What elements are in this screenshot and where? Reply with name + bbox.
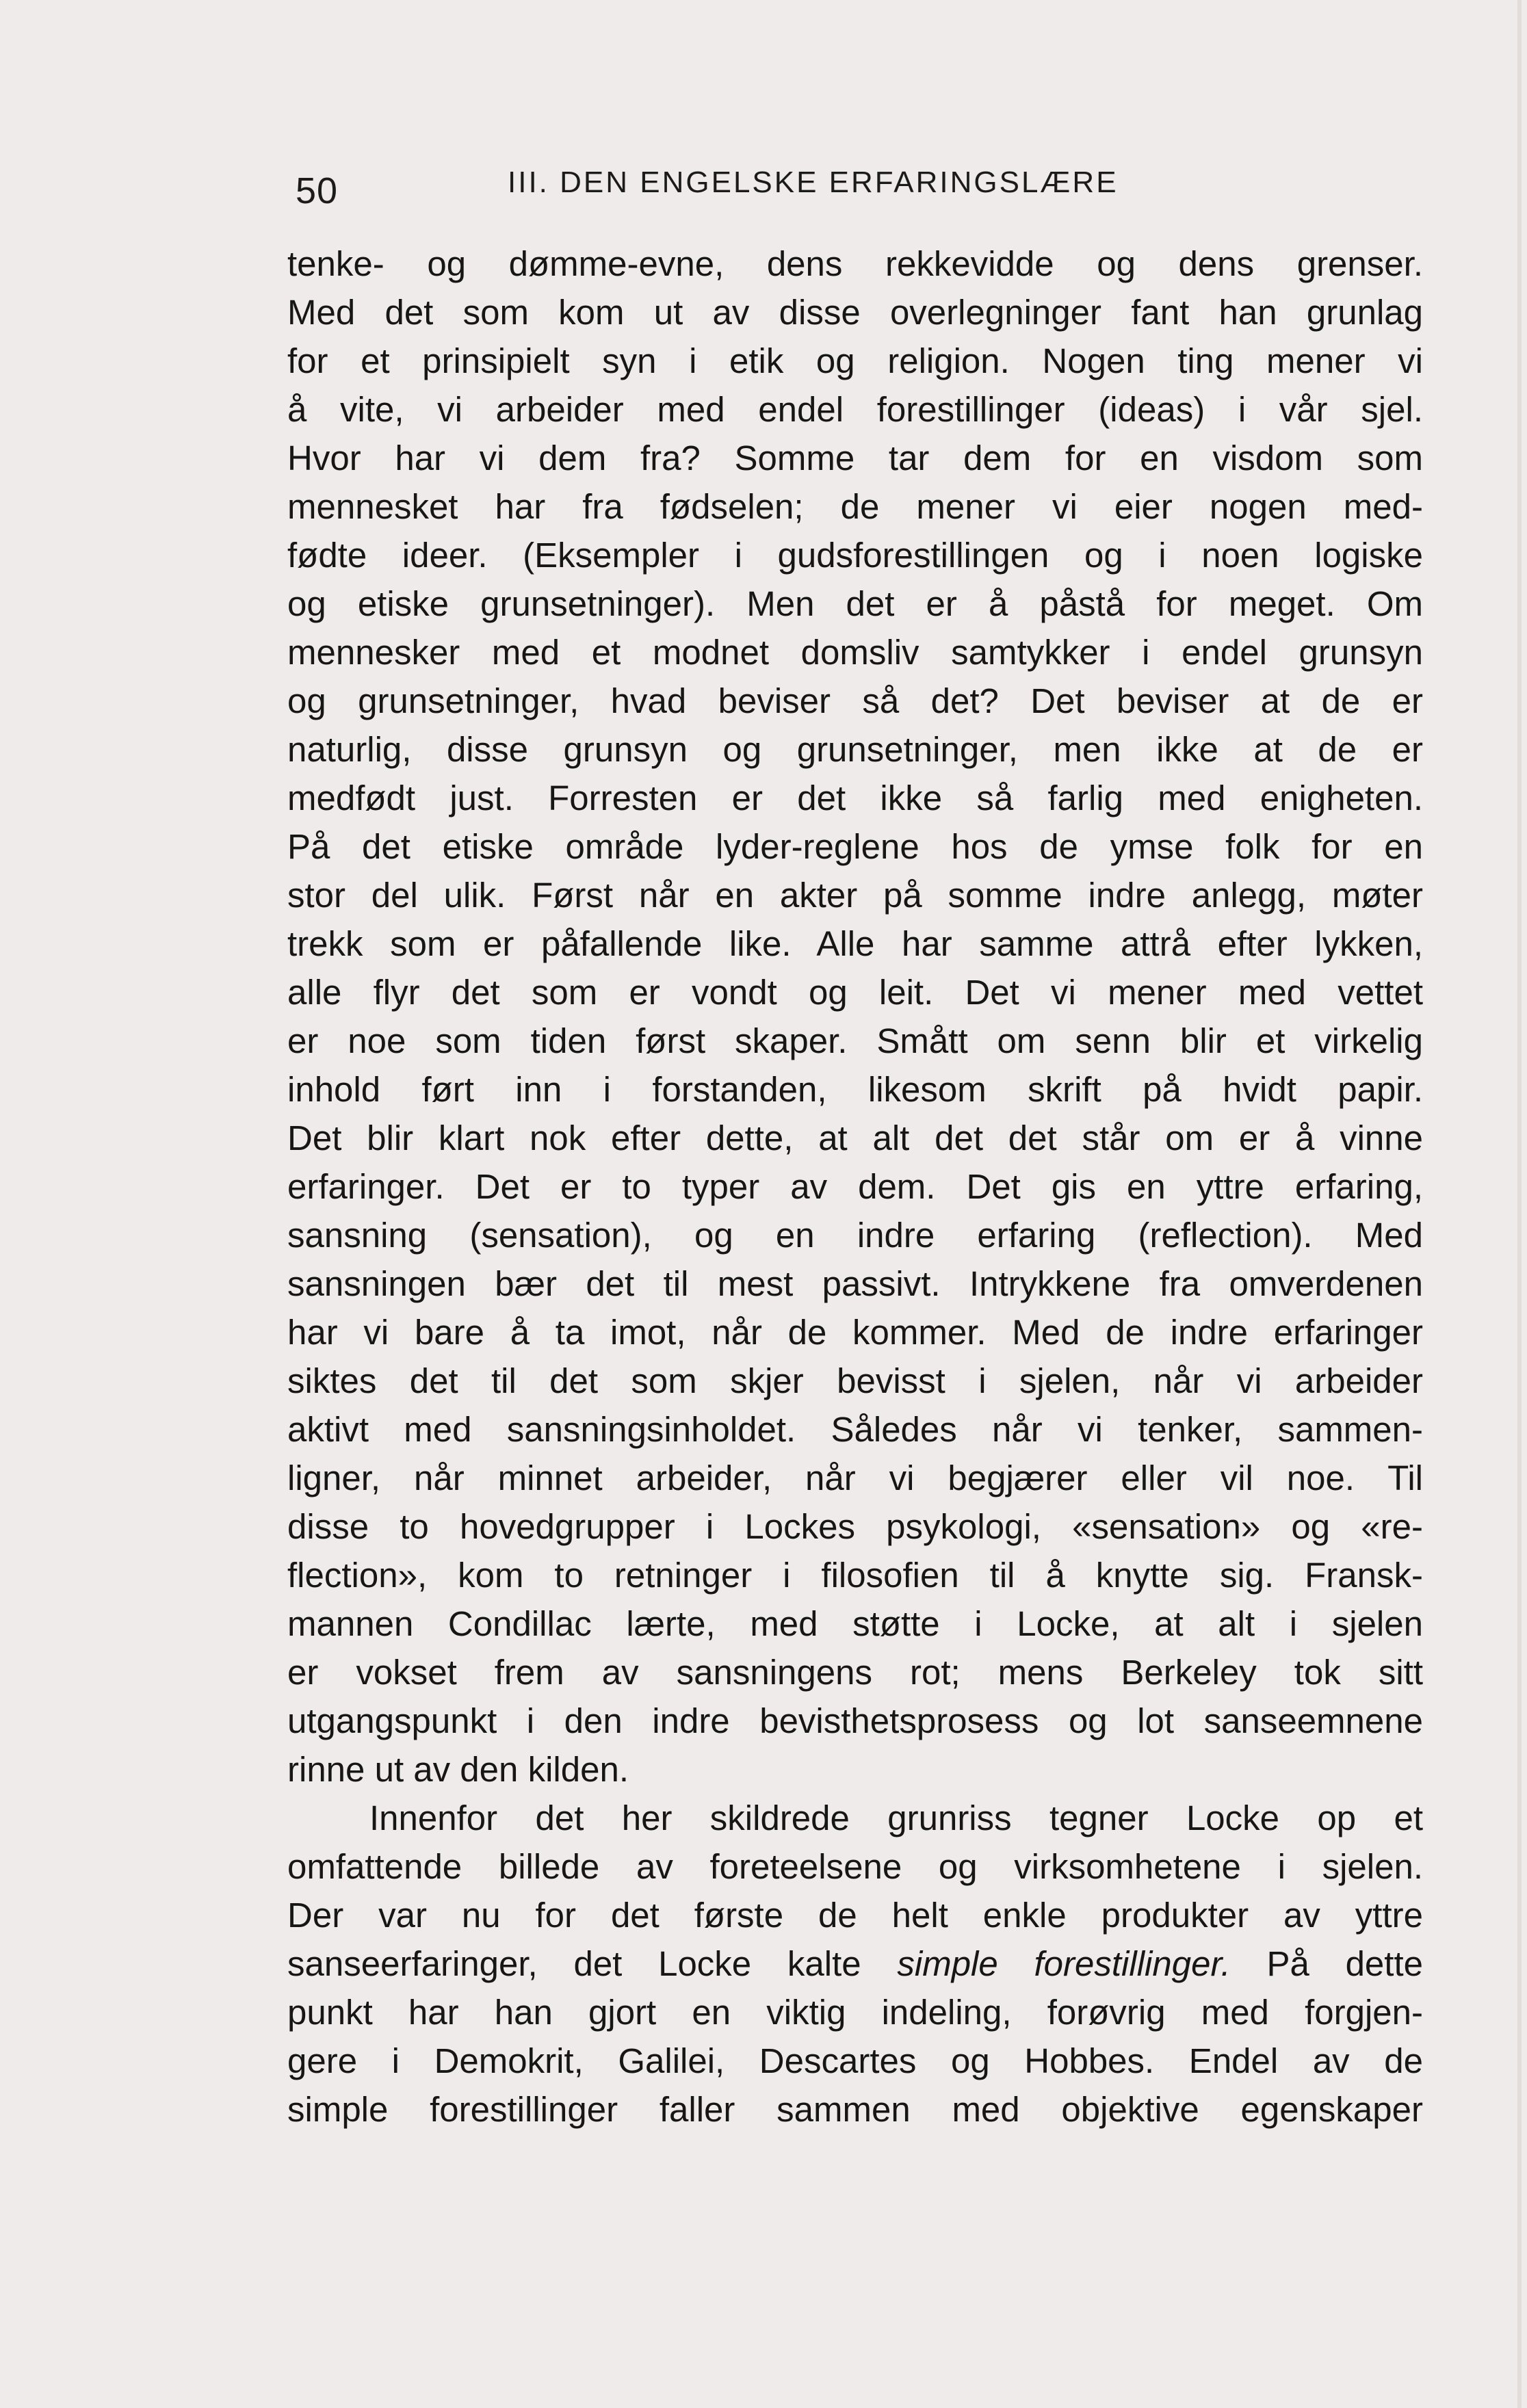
text-line: trekk som er påfallende like. Alle har samme attrå efter lykken, (287, 924, 1423, 963)
text-line: gere i Demokrit, Galilei, Descartes og Hobbes. Endel av de (287, 2041, 1423, 2080)
text-segment: På dette (1266, 1944, 1423, 1983)
text-line: stor del ulik. Først når en akter på somme indre anlegg, møter (287, 876, 1423, 915)
emphasized-term: simple forestillinger. (897, 1944, 1231, 1983)
text-line: Med det som kom ut av disse overlegninger fant han grunlag (287, 293, 1423, 332)
text-line: og etiske grunsetninger). Men det er å påstå for meget. Om (287, 584, 1423, 623)
text-line: alle flyr det som er vondt og leit. Det vi mener med vettet (287, 973, 1423, 1012)
text-line: for et prinsipielt syn i etik og religion. Nogen ting mener vi (287, 341, 1423, 380)
text-line: siktes det til det som skjer bevisst i sjelen, når vi arbeider (287, 1361, 1423, 1400)
text-line: erfaringer. Det er to typer av dem. Det gis en yttre erfaring, (287, 1167, 1423, 1206)
text-line: Der var nu for det første de helt enkle produkter av yttre (287, 1896, 1423, 1935)
text-line: er vokset frem av sansningens rot; mens Berkeley tok sitt (287, 1653, 1423, 1692)
page-edge-shade (1517, 0, 1522, 2408)
text-line: naturlig, disse grunsyn og grunsetninger, men ikke at de er (287, 730, 1423, 769)
text-line: rinne ut av den kilden. (287, 1750, 629, 1789)
text-line: omfattende billede av foreteelsene og virksomhetene i sjelen. (287, 1847, 1423, 1886)
paragraph-2 (287, 1794, 1423, 2134)
text-segment: sanseerfaringer, det Locke kalte (287, 1944, 861, 1983)
text-line: Hvor har vi dem fra? Somme tar dem for en visdom som (287, 439, 1423, 477)
text-line: medfødt just. Forresten er det ikke så farlig med enigheten. (287, 778, 1423, 817)
text-line: På det etiske område lyder-reglene hos de ymse folk for en (287, 827, 1423, 866)
paragraph-1 (287, 239, 1423, 1794)
text-line: har vi bare å ta imot, når de kommer. Med de indre erfaringer (287, 1313, 1423, 1352)
text-line: ligner, når minnet arbeider, når vi begjærer eller vil noe. Til (287, 1458, 1423, 1497)
text-line: er noe som tiden først skaper. Smått om senn blir et virkelig (287, 1021, 1423, 1060)
text-line: Innenfor det her skildrede grunriss tegner Locke op et (369, 1798, 1423, 1837)
text-line: mennesker med et modnet domsliv samtykker i endel grunsyn (287, 633, 1423, 672)
text-line: fødte ideer. (Eksempler i gudsforestillingen og i noen logiske (287, 536, 1423, 575)
text-line: flection», kom to retninger i filosofien til å knytte sig. Fransk- (287, 1556, 1423, 1595)
text-line: å vite, vi arbeider med endel forestillinger (ideas) i vår sjel. (287, 390, 1423, 429)
text-line: sansning (sensation), og en indre erfaring (reflection). Med (287, 1216, 1423, 1255)
text-line-with-emphasis (287, 1939, 1423, 1988)
text-line: tenke- og dømme-evne, dens rekkevidde og dens grenser. (287, 244, 1423, 283)
body-text (287, 239, 1423, 2134)
text-line: og grunsetninger, hvad beviser så det? Det beviser at de er (287, 681, 1423, 720)
running-head: III. DEN ENGELSKE ERFARINGSLÆRE (508, 166, 1119, 199)
text-line: inhold ført inn i forstanden, likesom skrift på hvidt papir. (287, 1070, 1423, 1109)
text-line: punkt har han gjort en viktig indeling, forøvrig med forgjen- (287, 1993, 1423, 2032)
text-line: mennesket har fra fødselen; de mener vi eier nogen med- (287, 487, 1423, 526)
page-header (296, 161, 1212, 216)
text-line: simple forestillinger faller sammen med objektive egenskaper (287, 2090, 1423, 2129)
text-line: aktivt med sansningsinholdet. Således når vi tenker, sammen- (287, 1410, 1423, 1449)
text-line: utgangspunkt i den indre bevisthetsprosess og lot sanseemnene (287, 1701, 1423, 1740)
text-line: Det blir klart nok efter dette, at alt det det står om er å vinne (287, 1118, 1423, 1157)
page-number: 50 (296, 170, 339, 211)
text-line: disse to hovedgrupper i Lockes psykologi, «sensation» og «re- (287, 1507, 1423, 1546)
text-line: mannen Condillac lærte, med støtte i Locke, at alt i sjelen (287, 1604, 1423, 1643)
text-line: sansningen bær det til mest passivt. Intrykkene fra omverdenen (287, 1264, 1423, 1303)
